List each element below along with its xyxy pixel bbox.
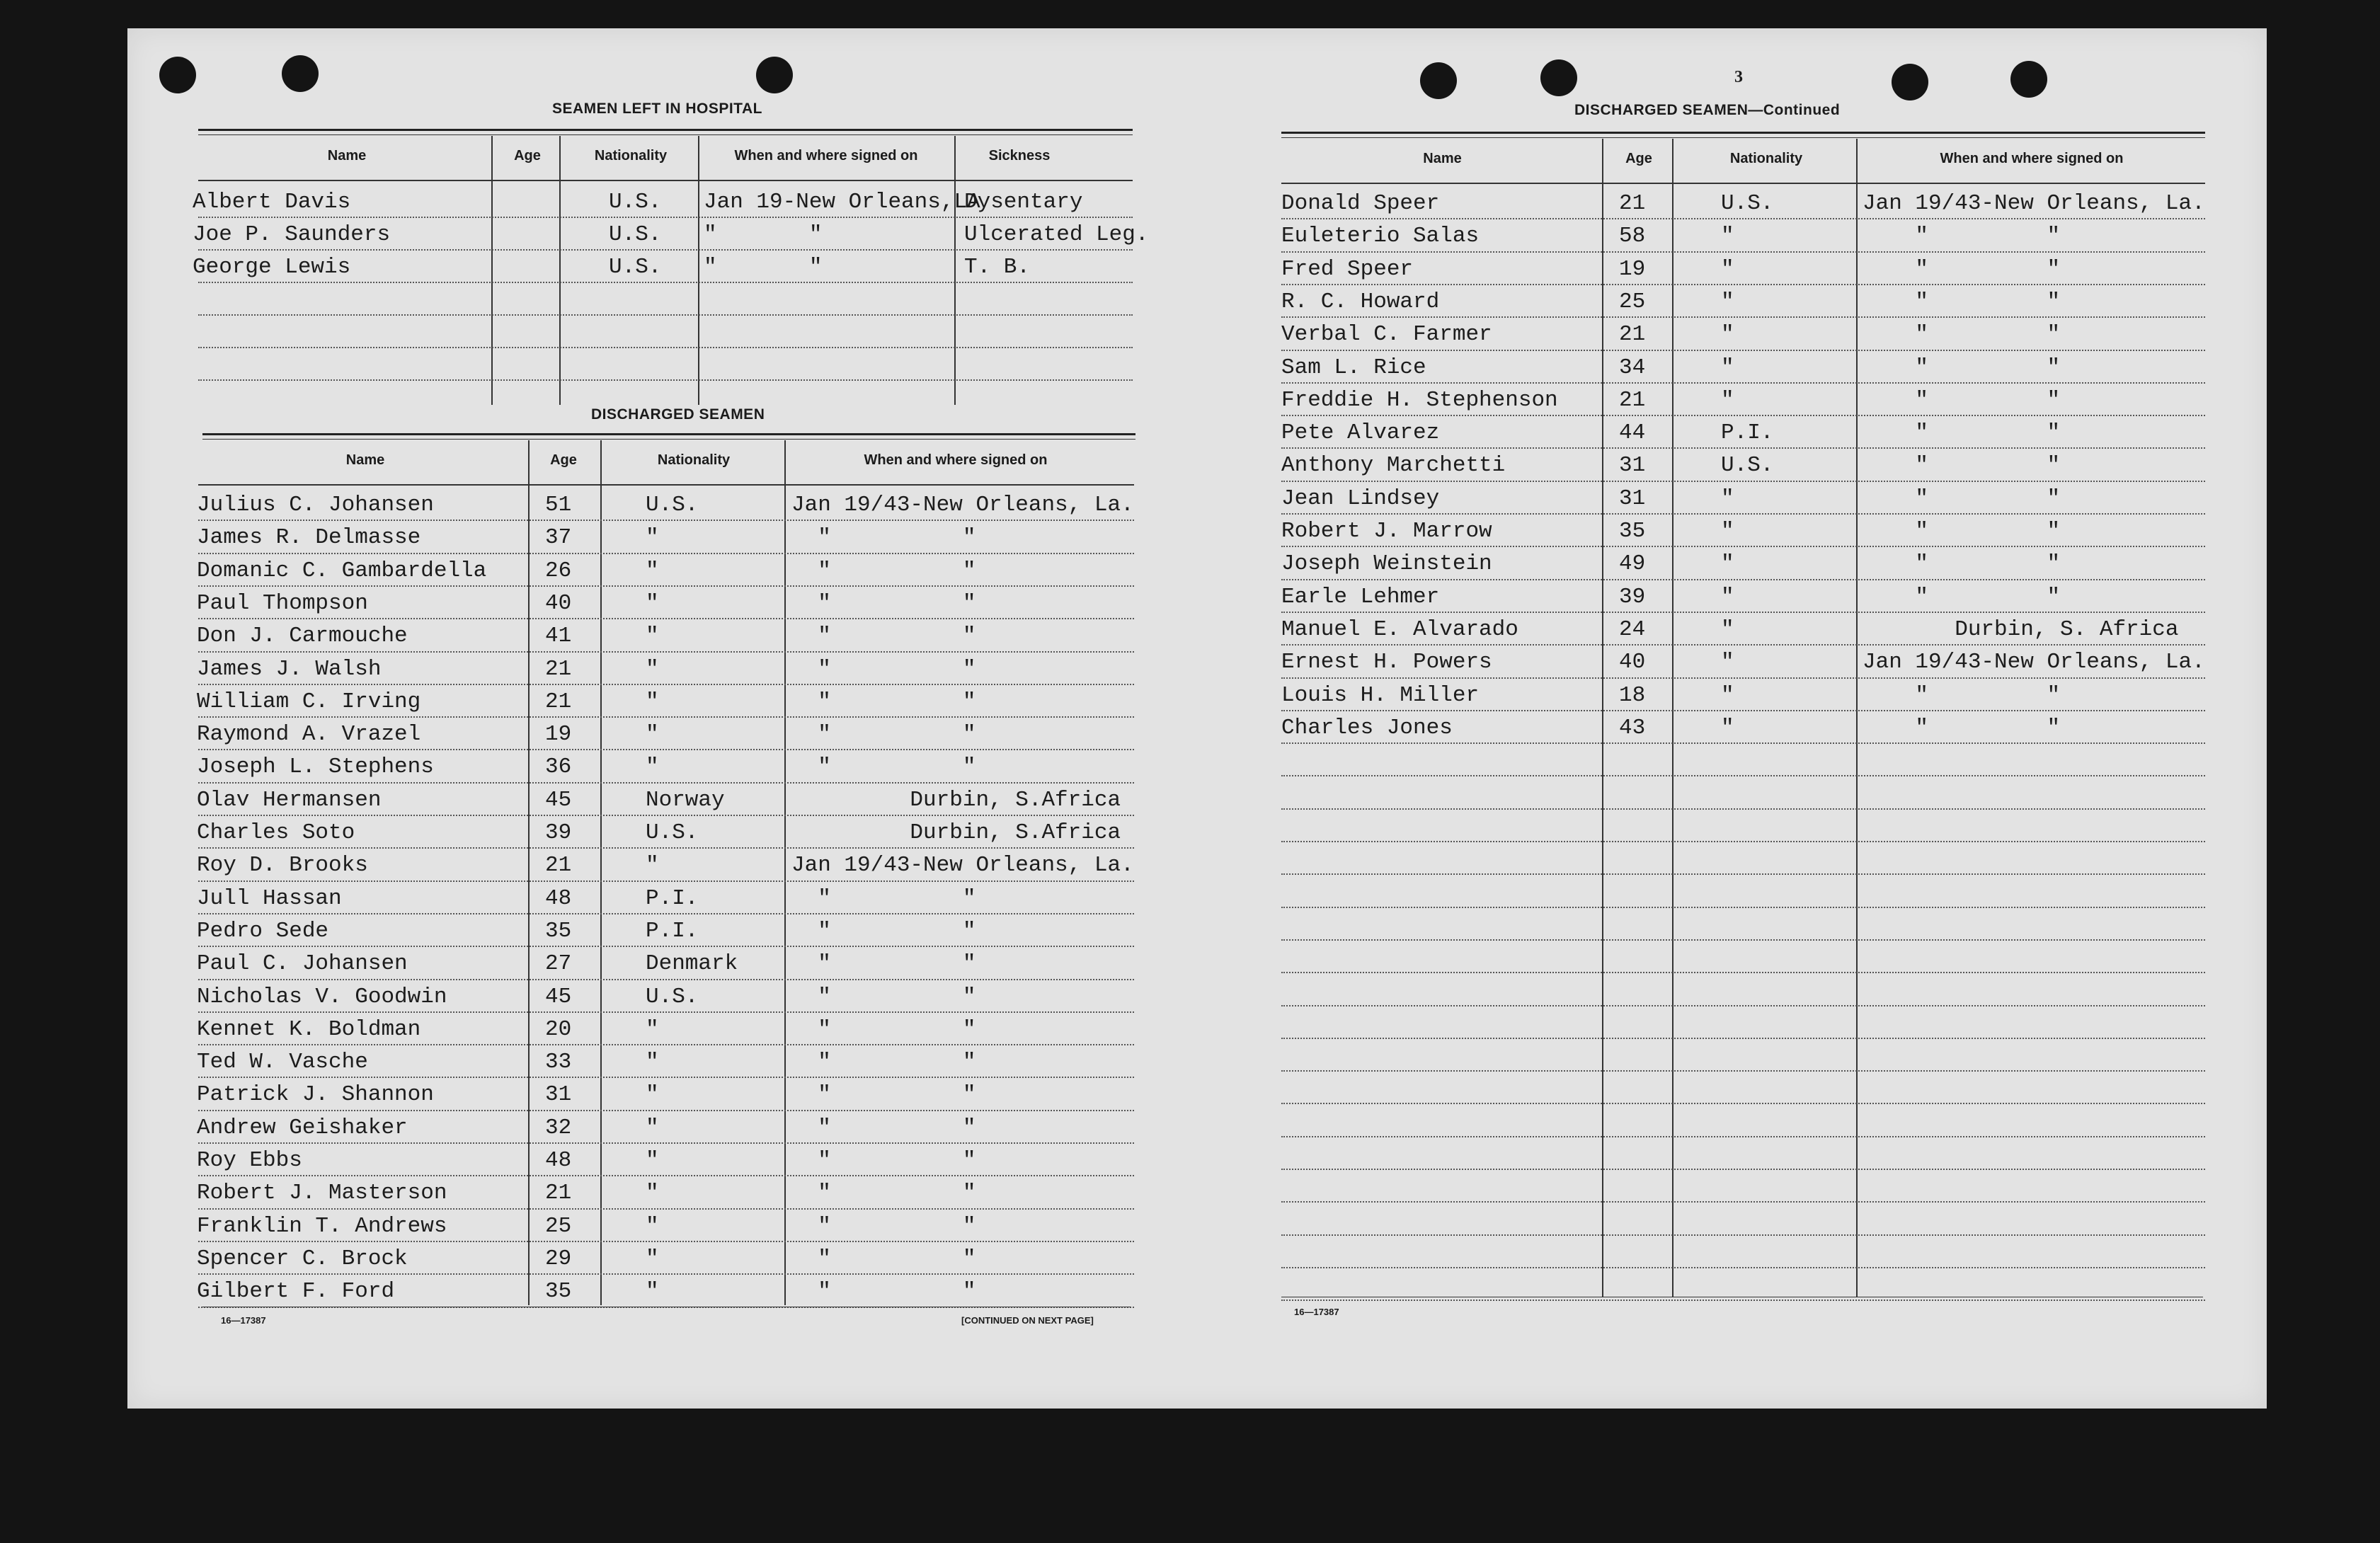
table-cell: " [646, 755, 659, 780]
table-cell: 45 [545, 984, 572, 1009]
row-rule [1281, 775, 2205, 776]
header-rule [198, 484, 1134, 486]
table-cell: 39 [1619, 584, 1646, 609]
discharged-continued-title: DISCHARGED SEAMEN—Continued [1574, 102, 1841, 118]
table-cell: Euleterio Salas [1281, 224, 1480, 249]
form-number: 16—17387 [221, 1315, 266, 1326]
column-divider [491, 136, 493, 405]
header-rule [1281, 183, 2205, 184]
table-cell: " " [1863, 289, 2061, 314]
table-cell: Albert Davis [193, 190, 351, 214]
row-rule [198, 1110, 1134, 1111]
row-rule [198, 847, 1134, 849]
table-cell: Jan 19/43-New Orleans, La. [1863, 191, 2205, 216]
table-cell: Joe P. Saunders [193, 222, 391, 247]
table-cell: 33 [545, 1050, 572, 1075]
table-cell: Julius C. Johansen [197, 493, 434, 517]
table-cell: " " [791, 1213, 976, 1239]
table-cell: Jan 19/43-New Orleans, La. [791, 493, 1134, 517]
table-cell: Denmark [646, 951, 738, 977]
table-cell: 21 [545, 656, 572, 682]
table-cell: Jan 19/43-New Orleans, La. [1863, 650, 2205, 675]
table-cell: Fred Speer [1281, 256, 1414, 282]
page-number: 3 [1734, 68, 1743, 86]
table-cell: 40 [1619, 650, 1646, 675]
table-cell: 39 [545, 820, 572, 845]
table-cell: " " [791, 722, 976, 747]
table-cell: U.S. [1721, 191, 1774, 216]
column-divider [1856, 139, 1858, 1297]
row-rule [198, 1011, 1134, 1013]
column-header: Name [327, 148, 367, 164]
table-cell: " " [791, 656, 976, 682]
divider [202, 433, 1135, 435]
column-header: When and where signed on [734, 148, 918, 164]
table-cell: " " [791, 1246, 976, 1271]
row-rule [198, 881, 1134, 882]
table-cell: Louis H. Miller [1281, 682, 1480, 708]
column-divider [559, 136, 561, 405]
row-rule [1281, 742, 2205, 744]
row-rule [198, 1044, 1134, 1045]
table-cell: Gilbert F. Ford [197, 1279, 395, 1304]
row-rule [198, 1241, 1134, 1242]
table-cell: Spencer C. Brock [197, 1246, 408, 1271]
row-rule [198, 618, 1134, 619]
table-cell: " " [791, 984, 976, 1009]
row-rule [1281, 612, 2205, 613]
column-header: Name [345, 452, 385, 468]
row-rule [198, 716, 1134, 718]
table-cell: " [1721, 224, 1734, 249]
table-cell: " [646, 1050, 659, 1075]
row-rule [1281, 546, 2205, 547]
discharged-table-right [1281, 139, 2223, 1342]
row-rule [1281, 513, 2205, 515]
table-cell: 37 [545, 525, 572, 551]
table-cell: " [646, 525, 659, 551]
table-cell: Freddie H. Stephenson [1281, 387, 1558, 413]
row-rule [1281, 284, 2205, 285]
row-rule [1281, 873, 2205, 875]
table-cell: " [646, 1115, 659, 1140]
table-cell: " " [791, 885, 976, 911]
table-cell: " " [791, 1181, 976, 1206]
table-cell: Ulcerated Leg. [964, 222, 1149, 247]
row-rule [1281, 710, 2205, 711]
table-cell: " " [791, 558, 976, 583]
table-cell: Paul Thompson [197, 590, 368, 616]
row-rule [1281, 1201, 2205, 1203]
table-cell: U.S. [609, 255, 662, 280]
table-cell: " " [1863, 584, 2061, 609]
table-cell: " [1721, 519, 1734, 544]
table-cell: " " [791, 1016, 976, 1042]
table-cell: Earle Lehmer [1281, 584, 1440, 609]
table-cell: " " [1863, 486, 2061, 511]
row-rule [198, 1208, 1134, 1210]
punch-hole [2010, 61, 2047, 98]
row-rule [198, 282, 1133, 283]
table-cell: 21 [1619, 387, 1646, 413]
table-cell: " " [1863, 519, 2061, 544]
table-cell: 26 [545, 558, 572, 583]
table-cell: U.S. [609, 190, 662, 214]
table-cell: " [646, 1082, 659, 1108]
table-cell: 19 [545, 722, 572, 747]
table-cell: Olav Hermansen [197, 787, 382, 813]
table-cell: 43 [1619, 715, 1646, 740]
table-cell: " " [704, 222, 823, 247]
table-cell: Donald Speer [1281, 191, 1440, 216]
table-cell: " " [791, 689, 976, 714]
column-header: Name [1423, 151, 1462, 166]
table-cell: " " [791, 1050, 976, 1075]
table-cell: 31 [1619, 453, 1646, 478]
divider [1281, 137, 2205, 138]
table-cell: " [646, 689, 659, 714]
table-cell: 40 [545, 590, 572, 616]
table-cell: 48 [545, 1148, 572, 1173]
table-cell: Ernest H. Powers [1281, 650, 1492, 675]
table-cell: R. C. Howard [1281, 289, 1440, 314]
table-cell: " [646, 1181, 659, 1206]
punch-hole [1892, 64, 1928, 101]
row-rule [1281, 1103, 2205, 1104]
row-rule [198, 217, 1133, 218]
row-rule [1281, 1300, 2205, 1301]
table-cell: " " [791, 1115, 976, 1140]
row-rule [1281, 579, 2205, 580]
table-cell: Anthony Marchetti [1281, 453, 1506, 478]
table-cell: Domanic C. Gambardella [197, 558, 487, 583]
row-rule [1281, 251, 2205, 253]
column-divider [954, 136, 956, 405]
table-cell: Manuel E. Alvarado [1281, 616, 1518, 642]
row-rule [198, 1273, 1134, 1275]
table-cell: 25 [545, 1213, 572, 1239]
table-cell: James J. Walsh [197, 656, 382, 682]
row-rule [198, 979, 1134, 980]
column-divider [1672, 139, 1674, 1297]
table-cell: George Lewis [193, 255, 351, 280]
table-cell: " [646, 558, 659, 583]
table-cell: 32 [545, 1115, 572, 1140]
column-header: Age [550, 452, 577, 468]
row-rule [198, 347, 1133, 348]
row-rule [1281, 808, 2205, 810]
table-cell: " " [791, 755, 976, 780]
table-cell: " " [1863, 322, 2061, 348]
row-rule [198, 946, 1134, 947]
row-rule [1281, 1169, 2205, 1170]
table-cell: Charles Soto [197, 820, 355, 845]
table-cell: " [646, 1213, 659, 1239]
punch-hole [1420, 62, 1457, 99]
table-cell: Sam L. Rice [1281, 355, 1426, 380]
column-header: Nationality [594, 148, 668, 164]
row-rule [1281, 939, 2205, 941]
table-cell: 35 [1619, 519, 1646, 544]
punch-hole [756, 57, 793, 93]
column-header: When and where signed on [1940, 151, 2124, 166]
row-rule [1281, 382, 2205, 384]
table-cell: " [646, 1016, 659, 1042]
row-rule [1281, 481, 2205, 482]
row-rule [1281, 1038, 2205, 1039]
table-cell: Patrick J. Shannon [197, 1082, 434, 1108]
column-header: Sickness [988, 148, 1051, 164]
table-cell: " [646, 1279, 659, 1304]
divider [1281, 132, 2205, 134]
row-rule [198, 1175, 1134, 1176]
row-rule [1281, 1234, 2205, 1236]
divider [198, 134, 1133, 135]
row-rule [1281, 841, 2205, 842]
table-cell: " " [1863, 682, 2061, 708]
table-cell: " " [791, 525, 976, 551]
table-cell: 35 [545, 1279, 572, 1304]
table-cell: 31 [545, 1082, 572, 1108]
row-rule [198, 314, 1133, 316]
table-cell: " " [704, 255, 823, 280]
punch-hole [282, 55, 319, 92]
table-cell: " [1721, 387, 1734, 413]
table-cell: " [646, 1246, 659, 1271]
table-cell: 49 [1619, 551, 1646, 577]
row-rule [198, 913, 1134, 914]
row-rule [198, 815, 1134, 816]
table-cell: " [646, 1148, 659, 1173]
table-cell: " [646, 722, 659, 747]
table-cell: " " [791, 918, 976, 943]
table-cell: " " [791, 624, 976, 649]
table-cell: 24 [1619, 616, 1646, 642]
table-cell: Paul C. Johansen [197, 951, 408, 977]
table-cell: 31 [1619, 486, 1646, 511]
column-divider [1602, 139, 1603, 1297]
row-rule [198, 782, 1134, 784]
table-cell: " [646, 853, 659, 878]
table-cell: Jan 19-New Orleans,LA [704, 190, 980, 214]
table-cell: 44 [1619, 420, 1646, 446]
table-cell: U.S. [1721, 453, 1774, 478]
table-cell: Durbin, S. Africa [1863, 616, 2179, 642]
table-cell: Ted W. Vasche [197, 1050, 368, 1075]
table-cell: 21 [1619, 191, 1646, 216]
table-cell: " [1721, 551, 1734, 577]
column-header: Nationality [657, 452, 731, 468]
table-cell: Raymond A. Vrazel [197, 722, 421, 747]
table-cell: P.I. [646, 918, 699, 943]
table-cell: Pedro Sede [197, 918, 329, 943]
table-cell: 34 [1619, 355, 1646, 380]
table-cell: Charles Jones [1281, 715, 1453, 740]
table-cell: 48 [545, 885, 572, 911]
table-cell: " [1721, 355, 1734, 380]
row-rule [1281, 1267, 2205, 1268]
table-cell: 25 [1619, 289, 1646, 314]
table-cell: Joseph Weinstein [1281, 551, 1492, 577]
row-rule [1281, 350, 2205, 351]
table-cell: " " [1863, 256, 2061, 282]
table-cell: 21 [1619, 322, 1646, 348]
row-rule [1281, 415, 2205, 416]
table-cell: 21 [545, 1181, 572, 1206]
table-cell: " " [791, 1148, 976, 1173]
hospital-table [193, 136, 1149, 412]
table-cell: U.S. [646, 820, 699, 845]
table-cell: 36 [545, 755, 572, 780]
table-cell: " [1721, 486, 1734, 511]
table-cell: 29 [545, 1246, 572, 1271]
table-cell: Franklin T. Andrews [197, 1213, 447, 1239]
row-rule [1281, 1136, 2205, 1137]
row-rule [198, 553, 1134, 554]
table-cell: 58 [1619, 224, 1646, 249]
row-rule [1281, 1070, 2205, 1072]
row-rule [1281, 644, 2205, 646]
punch-hole [159, 57, 196, 93]
row-rule [1281, 677, 2205, 679]
divider [198, 129, 1133, 131]
table-cell: " [1721, 256, 1734, 282]
table-cell: " [646, 624, 659, 649]
table-cell: Robert J. Masterson [197, 1181, 447, 1206]
row-rule [198, 585, 1134, 587]
table-cell: U.S. [646, 984, 699, 1009]
table-cell: " " [791, 1082, 976, 1108]
row-rule [198, 1142, 1134, 1144]
table-cell: Durbin, S.Africa [791, 820, 1121, 845]
table-cell: Roy D. Brooks [197, 853, 368, 878]
row-rule [1281, 218, 2205, 219]
document-sheet [127, 28, 2267, 1409]
table-cell: T. B. [964, 255, 1031, 280]
table-cell: P.I. [646, 885, 699, 911]
table-cell: William C. Irving [197, 689, 421, 714]
table-cell: " [646, 590, 659, 616]
table-cell: Kennet K. Boldman [197, 1016, 421, 1042]
header-rule [198, 180, 1133, 181]
row-rule [198, 520, 1134, 521]
continued-note: [CONTINUED ON NEXT PAGE] [961, 1315, 1094, 1326]
table-cell: " [1721, 650, 1734, 675]
table-cell: " " [1863, 551, 2061, 577]
table-cell: 21 [545, 689, 572, 714]
discharged-table-left [198, 440, 1140, 1339]
table-cell: 19 [1619, 256, 1646, 282]
row-rule [1281, 316, 2205, 318]
table-cell: " " [791, 590, 976, 616]
table-cell: " [1721, 584, 1734, 609]
table-cell: 18 [1619, 682, 1646, 708]
table-cell: Dysentary [964, 190, 1083, 214]
table-cell: Pete Alvarez [1281, 420, 1440, 446]
row-rule [1281, 1005, 2205, 1006]
table-cell: Jan 19/43-New Orleans, La. [791, 853, 1134, 878]
row-rule [1281, 447, 2205, 449]
table-cell: " " [1863, 355, 2061, 380]
table-cell: 27 [545, 951, 572, 977]
row-rule [198, 684, 1134, 685]
column-divider [698, 136, 699, 405]
table-cell: Jean Lindsey [1281, 486, 1440, 511]
table-cell: Joseph L. Stephens [197, 755, 434, 780]
table-cell: U.S. [609, 222, 662, 247]
table-cell: " " [1863, 224, 2061, 249]
table-cell: " [1721, 682, 1734, 708]
punch-hole [1540, 59, 1577, 96]
table-cell: Jull Hassan [197, 885, 342, 911]
table-cell: " [1721, 616, 1734, 642]
table-cell: Andrew Geishaker [197, 1115, 408, 1140]
row-rule [1281, 907, 2205, 908]
table-cell: 21 [545, 853, 572, 878]
table-cell: Nicholas V. Goodwin [197, 984, 447, 1009]
row-rule [198, 379, 1133, 381]
table-cell: James R. Delmasse [197, 525, 421, 551]
row-rule [198, 1077, 1134, 1078]
discharged-title: DISCHARGED SEAMEN [591, 406, 765, 423]
table-cell: 51 [545, 493, 572, 517]
table-cell: " [1721, 289, 1734, 314]
table-cell: " " [1863, 420, 2061, 446]
column-header: When and where signed on [864, 452, 1048, 468]
table-cell: Verbal C. Farmer [1281, 322, 1492, 348]
table-cell: P.I. [1721, 420, 1774, 446]
table-cell: " " [791, 1279, 976, 1304]
row-rule [198, 749, 1134, 750]
table-cell: Roy Ebbs [197, 1148, 302, 1173]
divider [202, 439, 1135, 440]
table-cell: 35 [545, 918, 572, 943]
column-header: Age [514, 148, 541, 164]
table-cell: " [1721, 322, 1734, 348]
table-cell: Durbin, S.Africa [791, 787, 1121, 813]
table-cell: " [646, 656, 659, 682]
form-number: 16—17387 [1294, 1307, 1339, 1317]
table-cell: 45 [545, 787, 572, 813]
table-cell: Robert J. Marrow [1281, 519, 1492, 544]
table-cell: " [1721, 715, 1734, 740]
table-cell: " " [1863, 387, 2061, 413]
table-cell: " " [1863, 715, 2061, 740]
column-header: Nationality [1729, 151, 1803, 166]
row-rule [1281, 972, 2205, 973]
column-header: Age [1625, 151, 1652, 166]
table-cell: " " [791, 951, 976, 977]
table-cell: U.S. [646, 493, 699, 517]
table-cell: Norway [646, 787, 725, 813]
table-cell: 41 [545, 624, 572, 649]
table-cell: Don J. Carmouche [197, 624, 408, 649]
hospital-title: SEAMEN LEFT IN HOSPITAL [552, 101, 762, 117]
table-cell: 20 [545, 1016, 572, 1042]
row-rule [198, 249, 1133, 251]
table-cell: " " [1863, 453, 2061, 478]
row-rule [198, 651, 1134, 653]
